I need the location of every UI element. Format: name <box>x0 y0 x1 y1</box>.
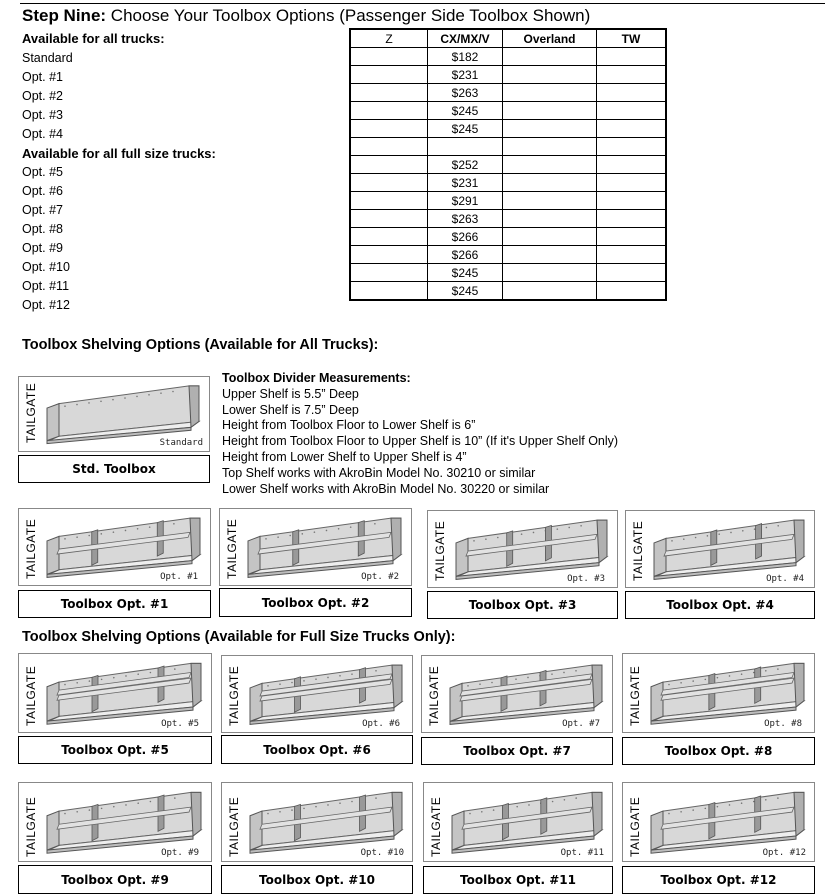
price-cell-tw <box>597 120 667 138</box>
option-label-9: Opt. #9 <box>22 241 63 255</box>
price-cell-cx: $245 <box>428 120 503 138</box>
opt-9-image-caption: Opt. #9 <box>161 848 199 858</box>
price-cell-cx <box>428 138 503 156</box>
price-table-row <box>350 210 666 228</box>
price-cell-z <box>350 282 428 301</box>
price-cell-z <box>350 228 428 246</box>
price-cell-tw <box>597 246 667 264</box>
price-cell-cx: $266 <box>428 246 503 264</box>
price-table-header <box>350 29 666 48</box>
price-cell-z <box>350 138 428 156</box>
option-label-12: Opt. #12 <box>22 298 70 312</box>
shelving-full-title: Toolbox Shelving Options (Available for Full Size Trucks Only): <box>22 629 456 645</box>
standard-image-caption: Standard <box>159 438 203 448</box>
price-table-row <box>350 102 666 120</box>
option-label-5: Opt. #5 <box>22 165 63 179</box>
price-cell-overland <box>503 102 597 120</box>
price-cell-overland <box>503 48 597 66</box>
opt-1-image-caption: Opt. #1 <box>160 572 198 582</box>
step-title: Step Nine: Choose Your Toolbox Options (Passenger Side Toolbox Shown) <box>22 6 591 25</box>
toolbox-opt-12-image <box>622 782 815 862</box>
price-table <box>349 28 667 301</box>
option-label-7: Opt. #7 <box>22 203 63 217</box>
opt-5-image-caption: Opt. #5 <box>161 719 199 729</box>
measurements-title: Toolbox Divider Measurements: <box>222 371 411 385</box>
price-cell-tw <box>597 84 667 102</box>
toolbox-opt-3-image <box>427 510 618 588</box>
price-cell-overland <box>503 282 597 301</box>
price-cell-cx: $266 <box>428 228 503 246</box>
price-table-row <box>350 156 666 174</box>
price-cell-z <box>350 84 428 102</box>
col-header-tw: TW <box>597 29 667 48</box>
toolbox-opt-10-image <box>221 782 413 862</box>
toolbox-opt-9-label: Toolbox Opt. #9 <box>18 865 212 894</box>
price-cell-overland <box>503 138 597 156</box>
price-table-row <box>350 264 666 282</box>
tailgate-label: TAILGATE <box>24 518 38 579</box>
price-table-row <box>350 138 666 156</box>
toolbox-opt-8-image <box>622 653 815 733</box>
price-cell-cx: $231 <box>428 66 503 84</box>
measurement-line: Upper Shelf is 5.5” Deep <box>222 386 359 401</box>
price-cell-z <box>350 192 428 210</box>
measurement-line: Top Shelf works with AkroBin Model No. 30210 or similar <box>222 465 536 480</box>
price-cell-z <box>350 264 428 282</box>
price-cell-cx: $245 <box>428 282 503 301</box>
option-label-11: Opt. #11 <box>22 279 70 293</box>
opt-7-image-caption: Opt. #7 <box>562 719 600 729</box>
measurement-line: Lower Shelf works with AkroBin Model No. 30220 or similar <box>222 481 550 496</box>
price-cell-tw <box>597 228 667 246</box>
price-cell-tw <box>597 48 667 66</box>
toolbox-opt-11-image <box>423 782 613 862</box>
price-cell-overland <box>503 210 597 228</box>
option-label-8: Opt. #8 <box>22 222 63 236</box>
price-cell-cx: $291 <box>428 192 503 210</box>
tailgate-label: TAILGATE <box>227 665 241 726</box>
opt-10-image-caption: Opt. #10 <box>360 848 404 858</box>
tailgate-label: TAILGATE <box>225 518 239 579</box>
tailgate-label: TAILGATE <box>631 520 645 581</box>
price-table-row <box>350 48 666 66</box>
price-cell-z <box>350 156 428 174</box>
option-label-3: Opt. #3 <box>22 108 63 122</box>
tailgate-label: TAILGATE <box>24 796 38 857</box>
toolbox-opt-10-label: Toolbox Opt. #10 <box>221 865 413 894</box>
tailgate-label: TAILGATE <box>427 665 441 726</box>
price-cell-cx: $245 <box>428 264 503 282</box>
tailgate-label: TAILGATE <box>628 796 642 857</box>
col-header-cx: CX/MX/V <box>428 29 503 48</box>
tailgate-label: TAILGATE <box>24 665 38 726</box>
price-cell-overland <box>503 192 597 210</box>
toolbox-opt-11-label: Toolbox Opt. #11 <box>423 866 613 894</box>
opt-4-image-caption: Opt. #4 <box>766 574 804 584</box>
toolbox-opt-2-image <box>219 508 412 586</box>
option-label-1: Opt. #1 <box>22 70 63 84</box>
price-cell-z <box>350 210 428 228</box>
opt-2-image-caption: Opt. #2 <box>361 572 399 582</box>
tailgate-label: TAILGATE <box>429 796 443 857</box>
toolbox-opt-7-label: Toolbox Opt. #7 <box>421 737 613 765</box>
price-cell-overland <box>503 246 597 264</box>
price-cell-z <box>350 102 428 120</box>
toolbox-opt-5-label: Toolbox Opt. #5 <box>18 736 212 764</box>
price-cell-overland <box>503 228 597 246</box>
price-cell-cx: $263 <box>428 210 503 228</box>
option-label-10: Opt. #10 <box>22 260 70 274</box>
tailgate-label: TAILGATE <box>24 382 38 443</box>
option-label-6: Opt. #6 <box>22 184 63 198</box>
toolbox-opt-4-image <box>625 510 815 588</box>
price-cell-z <box>350 174 428 192</box>
option-label-standard: Standard <box>22 51 73 65</box>
price-table-row <box>350 228 666 246</box>
measurement-line: Height from Lower Shelf to Upper Shelf is 4” <box>222 449 467 464</box>
opt-8-image-caption: Opt. #8 <box>764 719 802 729</box>
toolbox-opt-7-image <box>421 655 613 733</box>
top-rule <box>20 3 825 4</box>
price-cell-tw <box>597 282 667 301</box>
price-cell-overland <box>503 66 597 84</box>
price-cell-tw <box>597 192 667 210</box>
measurement-line: Height from Toolbox Floor to Upper Shelf is 10” (If it's Upper Shelf Only) <box>222 434 619 449</box>
std-toolbox-label: Std. Toolbox <box>18 455 210 483</box>
standard-toolbox-image <box>18 376 210 452</box>
tailgate-label: TAILGATE <box>433 520 447 581</box>
tailgate-label: TAILGATE <box>628 665 642 726</box>
price-cell-tw <box>597 138 667 156</box>
toolbox-opt-12-label: Toolbox Opt. #12 <box>622 866 815 894</box>
col-header-z: Z <box>350 29 428 48</box>
price-table-row <box>350 66 666 84</box>
tailgate-label: TAILGATE <box>227 796 241 857</box>
price-cell-tw <box>597 102 667 120</box>
price-cell-tw <box>597 210 667 228</box>
divider-measurements <box>222 371 618 497</box>
section-label-all-trucks: Available for all trucks: <box>22 31 165 46</box>
price-cell-cx: $252 <box>428 156 503 174</box>
price-cell-z <box>350 246 428 264</box>
toolbox-opt-1-label: Toolbox Opt. #1 <box>18 590 211 618</box>
opt-12-image-caption: Opt. #12 <box>762 848 806 858</box>
price-cell-cx: $263 <box>428 84 503 102</box>
price-cell-z <box>350 48 428 66</box>
price-table-row <box>350 174 666 192</box>
toolbox-opt-5-image <box>18 653 212 733</box>
price-cell-tw <box>597 156 667 174</box>
price-cell-overland <box>503 156 597 174</box>
toolbox-opt-1-image <box>18 508 211 586</box>
price-cell-tw <box>597 66 667 84</box>
option-label-4: Opt. #4 <box>22 127 63 141</box>
opt-3-image-caption: Opt. #3 <box>567 574 605 584</box>
price-table-row <box>350 246 666 264</box>
toolbox-opt-8-label: Toolbox Opt. #8 <box>622 737 815 765</box>
price-cell-cx: $231 <box>428 174 503 192</box>
toolbox-opt-3-label: Toolbox Opt. #3 <box>427 591 618 619</box>
price-cell-cx: $182 <box>428 48 503 66</box>
price-cell-overland <box>503 120 597 138</box>
price-table-row <box>350 192 666 210</box>
opt-6-image-caption: Opt. #6 <box>362 719 400 729</box>
section-label-full-size: Available for all full size trucks: <box>22 146 216 161</box>
price-cell-overland <box>503 84 597 102</box>
price-cell-tw <box>597 264 667 282</box>
toolbox-opt-6-label: Toolbox Opt. #6 <box>221 735 413 764</box>
price-cell-overland <box>503 264 597 282</box>
toolbox-opt-2-label: Toolbox Opt. #2 <box>219 588 412 617</box>
price-cell-tw <box>597 174 667 192</box>
option-label-2: Opt. #2 <box>22 89 63 103</box>
measurement-line: Height from Toolbox Floor to Lower Shelf is 6” <box>222 418 476 433</box>
toolbox-opt-9-image <box>18 782 212 862</box>
toolbox-opt-6-image <box>221 655 413 733</box>
measurement-line: Lower Shelf is 7.5” Deep <box>222 402 359 417</box>
opt-11-image-caption: Opt. #11 <box>560 848 604 858</box>
price-cell-overland <box>503 174 597 192</box>
price-cell-z <box>350 66 428 84</box>
toolbox-opt-4-label: Toolbox Opt. #4 <box>625 591 815 619</box>
price-cell-cx: $245 <box>428 102 503 120</box>
shelving-all-title: Toolbox Shelving Options (Available for All Trucks): <box>22 337 379 353</box>
price-table-row <box>350 84 666 102</box>
price-cell-z <box>350 120 428 138</box>
price-table-row <box>350 120 666 138</box>
price-table-row <box>350 282 666 301</box>
col-header-overland: Overland <box>503 29 597 48</box>
